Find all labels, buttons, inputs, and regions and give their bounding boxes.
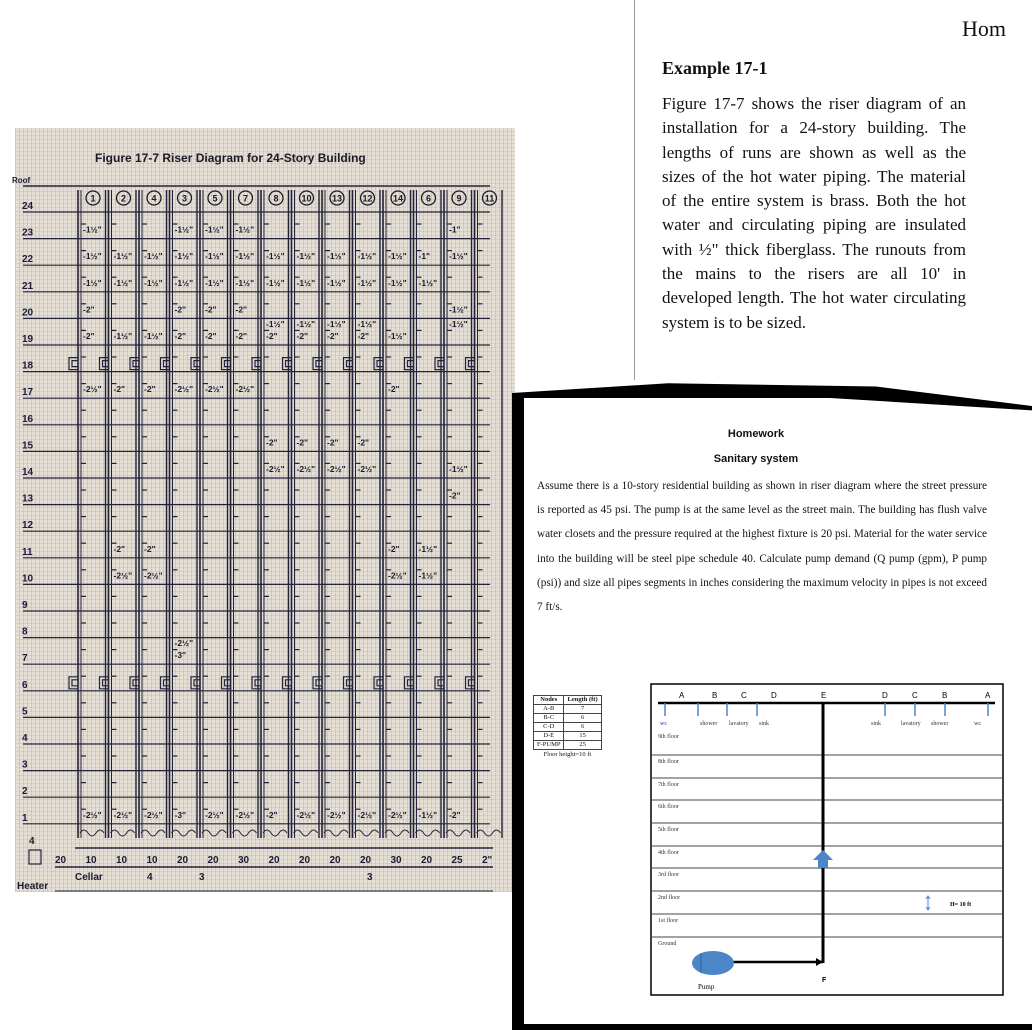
pipe-size-label: -1½" xyxy=(205,277,224,288)
floor-label: 24 xyxy=(22,201,34,212)
fixture-label: wc xyxy=(974,721,981,727)
pipe-size-label: -1½" xyxy=(296,319,316,329)
fixture-label: lavatory xyxy=(901,721,921,727)
pipe-size-label: -2½" xyxy=(174,638,194,649)
column-header: Nodes xyxy=(534,696,564,705)
nodes-length-table xyxy=(533,695,602,759)
expansion-loop xyxy=(283,677,292,689)
expansion-loop xyxy=(313,358,322,370)
riser-number: 14 xyxy=(392,193,404,204)
pipe-size-label: -2" xyxy=(296,331,309,341)
pipe-size-label: -2½" xyxy=(327,464,346,474)
expansion-loop xyxy=(313,677,322,689)
pipe-size-label: -1½" xyxy=(235,251,255,262)
floor-label: 8th floor xyxy=(658,759,679,765)
pipe-size-label: -1½" xyxy=(449,251,468,262)
riser-number: 3 xyxy=(181,193,188,204)
heater-label: Heater xyxy=(17,881,49,892)
pipe-size-label: -1" xyxy=(418,251,431,262)
node-label: E xyxy=(821,691,827,700)
building-outline xyxy=(651,684,1003,995)
expansion-loop xyxy=(130,358,139,370)
fixture-label: sink xyxy=(759,721,770,727)
expansion-loop xyxy=(405,358,414,370)
expansion-loop xyxy=(100,677,109,689)
cell: C-D xyxy=(534,723,564,732)
pipe-size-label: -2½" xyxy=(144,570,163,581)
floor-label: 17 xyxy=(22,387,34,399)
floor-label: 5 xyxy=(22,706,28,718)
pipe-size-label: -2" xyxy=(327,437,339,448)
main-length-label: 20 xyxy=(329,855,341,866)
pipe-size-label: -1½" xyxy=(83,251,102,262)
heater-symbol xyxy=(29,850,41,864)
expansion-loop xyxy=(252,358,261,370)
expansion-loop xyxy=(252,677,261,689)
pipe-size-label: -1½" xyxy=(418,809,438,820)
pipe-size-label: -2" xyxy=(83,331,95,341)
cell: 25 xyxy=(564,741,601,750)
riser-number: 12 xyxy=(362,193,373,204)
pipe-size-label: -2½" xyxy=(357,809,377,820)
pipe-size-label: -2" xyxy=(266,331,278,341)
floor-label: 4th floor xyxy=(658,850,679,856)
floor-label: 22 xyxy=(22,254,34,266)
pipe-size-label: -2½" xyxy=(235,809,255,820)
table-row xyxy=(534,732,602,741)
pipe-size-label: -1½" xyxy=(266,277,285,288)
main-length-label: 20 xyxy=(55,855,67,866)
up-arrow-icon xyxy=(813,850,833,868)
main-length-label: 30 xyxy=(238,855,250,866)
pipe-size-label: -1½" xyxy=(113,251,133,262)
swing-joint xyxy=(80,830,104,836)
floor-label: 23 xyxy=(22,227,34,239)
pipe-size-label: -1½" xyxy=(235,224,255,235)
main-length-label: 20 xyxy=(360,855,372,866)
pipe-size-label: -1½" xyxy=(449,464,468,474)
cell: 6 xyxy=(564,714,601,723)
pipe-size-label: -1½" xyxy=(357,251,377,262)
pipe-size-label: -1½" xyxy=(327,251,346,262)
floor-label: 6th floor xyxy=(658,804,679,810)
pipe-size-label: -2½" xyxy=(113,570,133,581)
cell: 7 xyxy=(564,705,601,714)
floor-label: 1st floor xyxy=(658,918,679,924)
fixture-label: shower xyxy=(931,721,949,727)
main-size-below: 4 xyxy=(147,872,153,883)
swing-joint xyxy=(385,830,409,836)
expansion-loop xyxy=(344,677,353,689)
pipe-size-label: -1½" xyxy=(83,277,102,288)
floor-label: 3rd floor xyxy=(658,872,680,878)
fixture-label: lavatory xyxy=(729,721,749,727)
pipe-size-label: -1½" xyxy=(174,277,194,288)
floor-label: 10 xyxy=(22,573,34,585)
pipe-size-label: -1½" xyxy=(266,251,285,262)
bottom-node-label: F xyxy=(822,977,827,984)
pipe-size-label: -1½" xyxy=(174,251,194,262)
pipe-size-label: -2½" xyxy=(388,809,407,820)
fixture-label: sink xyxy=(871,721,882,727)
floor-label: Ground xyxy=(658,941,677,947)
expansion-loop xyxy=(222,358,231,370)
cell: D-E xyxy=(534,732,564,741)
main-end-size: 2" xyxy=(482,855,493,866)
expansion-loop xyxy=(435,358,444,370)
pipe-size-label: -2½" xyxy=(205,809,224,820)
floor-label: 18 xyxy=(22,360,34,372)
expansion-loop xyxy=(374,677,383,689)
floor-label: 16 xyxy=(22,413,34,425)
swing-joint xyxy=(416,830,440,836)
swing-joint xyxy=(111,830,135,836)
expansion-loop xyxy=(100,358,109,370)
pipe-size-label: -1½" xyxy=(388,277,407,288)
riser-number: 10 xyxy=(301,193,312,204)
pipe-size-label: -1½" xyxy=(174,224,194,235)
homework-body: Assume there is a 10-story residential building as shown in riser diagram where the street pressure is reported as 45 psi. The pump is at the same level as the street main. The building has flush valve water closets and the pressure required at the highest fixture is 20 psi. Material for the water service into the building will be steel pipe schedule 40. Calculate pump demand (Q pump (gpm), P pump (psi)) and size all pipes segments in inches considering the maximum velocity in pipes is not exceed 7 ft/s. xyxy=(537,480,987,614)
expansion-loop xyxy=(466,677,475,689)
pipe-size-label: -1½" xyxy=(296,251,316,262)
expansion-loop xyxy=(161,358,170,370)
node-label: C xyxy=(741,691,747,700)
page-corner-heading: Hom xyxy=(962,16,1006,41)
expansion-loop xyxy=(283,358,292,370)
pipe-size-label: -1½" xyxy=(296,277,316,288)
swing-joint xyxy=(263,830,287,836)
main-length-label: 20 xyxy=(421,855,433,866)
column-header: Length (ft) xyxy=(564,696,601,705)
pipe-size-label: -2" xyxy=(388,543,400,554)
riser-number: 1 xyxy=(90,193,96,204)
fixture-label: wc xyxy=(660,721,667,727)
pipe-size-label: -1½" xyxy=(235,277,255,288)
pipe-size-label: -2" xyxy=(388,384,400,395)
pipe-size-label: -1½" xyxy=(144,251,163,262)
pipe-size-label: -3" xyxy=(174,650,187,661)
floor-label: 19 xyxy=(22,334,34,345)
main-size-below: 3 xyxy=(367,872,373,883)
pipe-size-label: -2" xyxy=(174,331,187,341)
example-title: Example 17-1 xyxy=(662,58,768,78)
main-length-label: 20 xyxy=(268,855,280,866)
expansion-loop xyxy=(344,358,353,370)
pipe-size-label: -2" xyxy=(174,304,187,315)
height-label: H= 10 ft xyxy=(950,902,972,908)
homework-riser-diagram xyxy=(650,683,1010,1003)
pipe-size-label: -2½" xyxy=(83,809,102,820)
expansion-loop xyxy=(161,677,170,689)
table-row xyxy=(534,714,602,723)
floor-label: 6 xyxy=(22,679,28,691)
pipe-size-label: -2½" xyxy=(113,809,133,820)
expansion-loop xyxy=(222,677,231,689)
main-length-label: 10 xyxy=(116,855,128,866)
swing-joint xyxy=(172,830,196,836)
floor-label: 7th floor xyxy=(658,782,679,788)
floor-label: 9 xyxy=(22,600,28,611)
floor-label: 11 xyxy=(22,546,33,558)
riser-number: 5 xyxy=(212,193,218,204)
pipe-size-label: -2½" xyxy=(144,809,163,820)
riser-number: 13 xyxy=(331,193,343,204)
floor-label: 8 xyxy=(22,626,28,638)
pipe-size-label: -1½" xyxy=(357,319,377,329)
pipe-size-label: -2½" xyxy=(357,464,377,474)
pipe-size-label: -2" xyxy=(235,304,248,315)
main-length-label: 25 xyxy=(451,855,463,866)
floor-label: 5th floor xyxy=(658,827,679,833)
cell: A-B xyxy=(534,705,564,714)
riser-diagram xyxy=(12,128,515,892)
floor-label: Roof xyxy=(12,176,31,185)
pipe-size-label: -1½" xyxy=(144,331,163,341)
swing-joint xyxy=(324,830,348,836)
swing-joint xyxy=(141,830,165,836)
pipe-size-label: -1½" xyxy=(205,224,224,235)
pump-label: Pump xyxy=(698,983,715,991)
pipe-size-label: -1½" xyxy=(449,319,468,329)
node-label: A xyxy=(679,691,685,700)
expansion-loop xyxy=(466,358,475,370)
pump-icon xyxy=(692,951,734,975)
node-label: C xyxy=(912,691,918,700)
table-header-row xyxy=(534,696,602,705)
column-divider xyxy=(634,0,635,380)
pipe-size-label: -2½" xyxy=(296,809,316,820)
pipe-size-label: -1½" xyxy=(418,543,438,554)
pipe-size-label: -2½" xyxy=(83,384,102,395)
floor-label: 15 xyxy=(22,440,34,452)
table-row xyxy=(534,741,602,750)
fixture-label: shower xyxy=(700,721,718,727)
pipe-size-label: -2½" xyxy=(174,384,194,395)
pipe-size-label: -1" xyxy=(449,224,461,235)
pipe-size-label: -2" xyxy=(235,331,248,341)
pipe-size-label: -1½" xyxy=(418,277,438,288)
pipe-size-label: -1½" xyxy=(327,319,346,329)
figure-title: Figure 17-7 Riser Diagram for 24-Story Building xyxy=(95,151,366,165)
pipe-size-label: -2½" xyxy=(388,570,407,581)
table-row xyxy=(534,705,602,714)
floor-label: 1 xyxy=(22,812,28,824)
swing-joint xyxy=(355,830,379,836)
pipe-size-label: -2½" xyxy=(327,809,346,820)
riser-number: 2 xyxy=(120,193,127,204)
cell: 15 xyxy=(564,732,601,741)
riser-number: 9 xyxy=(456,193,462,204)
main-size-below: 3 xyxy=(199,872,205,883)
pipe-size-label: -1½" xyxy=(449,304,468,315)
swing-joint xyxy=(202,830,226,836)
main-length-label: 10 xyxy=(146,855,158,866)
pipe-size-label: -2" xyxy=(144,543,156,554)
pipe-size-label: -1½" xyxy=(205,251,224,262)
cellar-label: Cellar xyxy=(75,872,103,883)
main-length-label: 10 xyxy=(85,855,97,866)
pipe-size-label: -2" xyxy=(144,384,156,395)
pipe-size-label: -2" xyxy=(83,304,95,315)
pipe-size-label: -2" xyxy=(357,437,370,448)
cell: 6 xyxy=(564,723,601,732)
floor-label: 7 xyxy=(22,653,28,665)
pipe-size-label: -1½" xyxy=(418,570,438,581)
expansion-loop xyxy=(405,677,414,689)
floor-label: 2 xyxy=(22,786,28,798)
expansion-loop xyxy=(69,358,78,370)
floor-label: 4 xyxy=(22,733,28,744)
example-body: Figure 17-7 shows the riser diagram of an installation for a 24-story building. The lengths of runs are shown as well as the sizes of the hot water piping. The material of the entire system is brass. Both the hot water and circulating piping are insulated with ½" thick fiberglass. The runouts from the mains to the risers are all 10' in developed length. The hot water circulating system is to be sized. xyxy=(662,94,966,332)
pipe-size-label: -2" xyxy=(113,384,126,395)
pipe-size-label: -2½" xyxy=(266,464,285,474)
pipe-size-label: -2½" xyxy=(296,464,316,474)
floor-label: 2nd floor xyxy=(658,895,681,901)
pipe-size-label: -1½" xyxy=(266,319,285,329)
cell: B-C xyxy=(534,714,564,723)
pipe-size-label: -2½" xyxy=(205,384,224,395)
pipe-size-label: -1½" xyxy=(83,224,102,235)
expansion-loop xyxy=(130,677,139,689)
pipe-size-label: -2" xyxy=(449,490,461,501)
riser-number: 4 xyxy=(151,193,157,204)
expansion-loop xyxy=(191,677,200,689)
pipe-size-label: -1½" xyxy=(113,331,133,341)
expansion-loop xyxy=(374,358,383,370)
swing-joint xyxy=(477,830,501,836)
pipe-size-label: -2" xyxy=(113,543,126,554)
floor-label: 21 xyxy=(22,280,34,292)
heater-size: 4 xyxy=(29,836,35,847)
expansion-loop xyxy=(191,358,200,370)
cell: F-PUMP xyxy=(534,741,564,750)
riser-number: 6 xyxy=(425,193,432,204)
pipe-size-label: -2" xyxy=(296,437,309,448)
floor-label: 3 xyxy=(22,759,28,771)
pipe-size-label: -2" xyxy=(205,304,217,315)
table-row xyxy=(534,723,602,732)
pipe-size-label: -2" xyxy=(205,331,217,341)
homework-title: Homework xyxy=(727,428,785,440)
riser-number: 7 xyxy=(242,193,249,204)
floor-label: 13 xyxy=(22,493,34,505)
swing-joint xyxy=(233,830,257,836)
main-length-label: 20 xyxy=(207,855,219,866)
pipe-size-label: -2" xyxy=(266,437,278,448)
main-length-label: 20 xyxy=(177,855,189,866)
node-label: A xyxy=(985,691,991,700)
riser-number: 11 xyxy=(484,193,495,204)
riser-diagram-photo xyxy=(12,128,515,892)
node-label: D xyxy=(882,691,888,700)
expansion-loop xyxy=(69,677,78,689)
pipe-size-label: -2" xyxy=(357,331,370,341)
swing-joint xyxy=(294,830,318,836)
pipe-size-label: -2" xyxy=(449,809,461,820)
expansion-loop xyxy=(435,677,444,689)
pipe-size-label: -1½" xyxy=(113,277,133,288)
homework-subtitle: Sanitary system xyxy=(713,453,799,465)
node-label: D xyxy=(771,691,777,700)
floor-label: 14 xyxy=(22,467,34,478)
main-length-label: 30 xyxy=(390,855,402,866)
node-label: B xyxy=(712,691,718,700)
floor-label: 12 xyxy=(22,520,34,532)
floor-label: 9th floor xyxy=(658,734,679,740)
main-length-label: 20 xyxy=(299,855,311,866)
swing-joint xyxy=(446,830,470,836)
pipe-size-label: -1½" xyxy=(357,277,377,288)
pipe-size-label: -1½" xyxy=(144,277,163,288)
pipe-size-label: -1½" xyxy=(388,331,407,341)
pipe-size-label: -1½" xyxy=(388,251,407,262)
floor-label: 20 xyxy=(22,307,34,319)
pipe-size-label: -2" xyxy=(266,809,278,820)
pipe-size-label: -2½" xyxy=(235,384,255,395)
floor-height-note: Floor height=10 ft xyxy=(543,751,592,758)
pipe-size-label: -2" xyxy=(327,331,339,341)
node-label: B xyxy=(942,691,948,700)
pipe-size-label: -3" xyxy=(174,809,187,820)
pipe-size-label: -1½" xyxy=(327,277,346,288)
riser-number: 8 xyxy=(273,193,279,204)
